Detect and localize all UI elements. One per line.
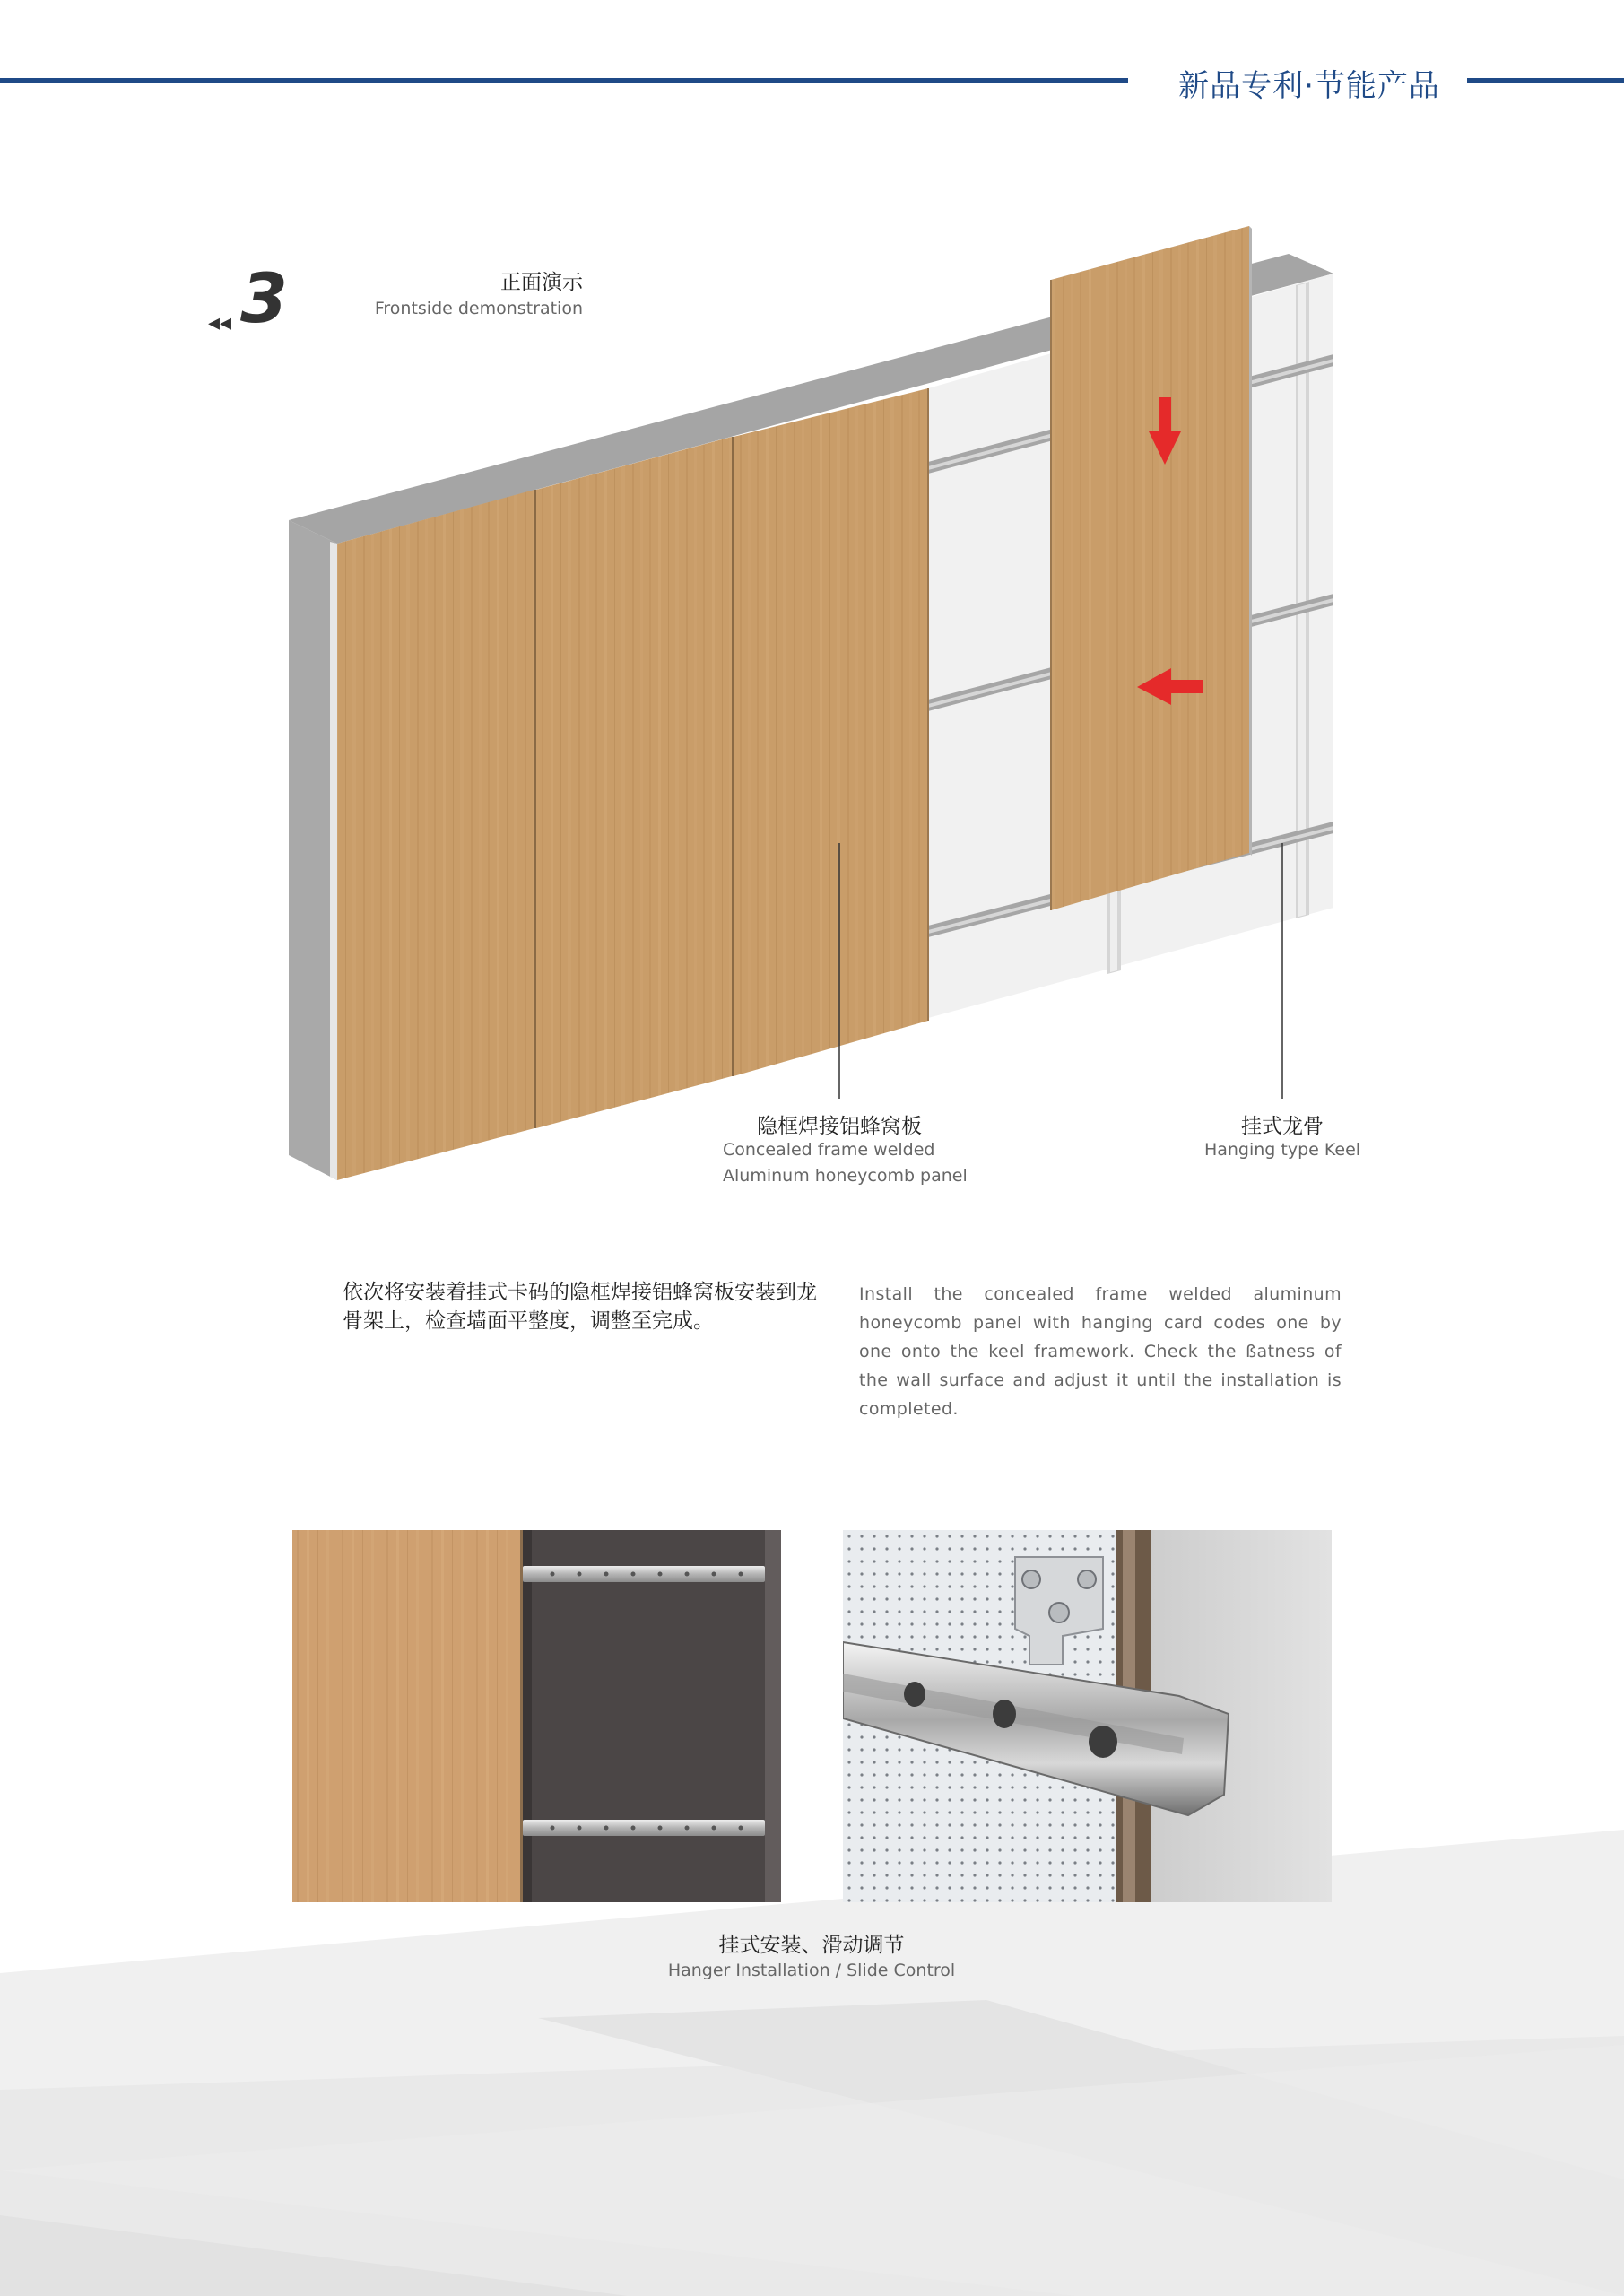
description-en: Install the concealed frame welded aluminum honeycomb panel with hanging card codes one by one onto the keel framework. Check the ßatness of the wall surface and adjust it until the installation is completed.: [859, 1284, 1342, 1419]
photos-caption-zh: 挂式安装、滑动调节: [718, 1934, 905, 1957]
step-title-zh: 正面演示: [500, 271, 583, 294]
panel-label-en-line1: Concealed frame welded: [723, 1140, 935, 1160]
keel-label-zh: 挂式龙骨: [1241, 1115, 1324, 1138]
photo-hanger-bracket: [843, 1530, 1332, 1902]
photo-panel-rails: [292, 1530, 781, 1902]
photos-caption-en: Hanger Installation / Slide Control: [667, 1961, 956, 1980]
panel-label-en-line2: Aluminum honeycomb panel: [723, 1166, 968, 1186]
step-number: 3: [240, 258, 288, 338]
wall-side-face: [289, 520, 337, 1180]
floating-panel: [1051, 226, 1252, 910]
step-title-en: Frontside demonstration: [374, 299, 583, 318]
header-title: 新品专利·节能产品: [1178, 68, 1440, 104]
step-arrows-icon: ◂◂: [208, 309, 232, 336]
keel-label-en: Hanging type Keel: [1203, 1140, 1361, 1160]
description-zh: 依次将安装着挂式卡码的隐框焊接铝蜂窝板安装到龙骨架上，检查墙面平整度，调整至完成。: [343, 1281, 817, 1333]
panel-label-zh: 隐框焊接铝蜂窝板: [757, 1115, 922, 1138]
